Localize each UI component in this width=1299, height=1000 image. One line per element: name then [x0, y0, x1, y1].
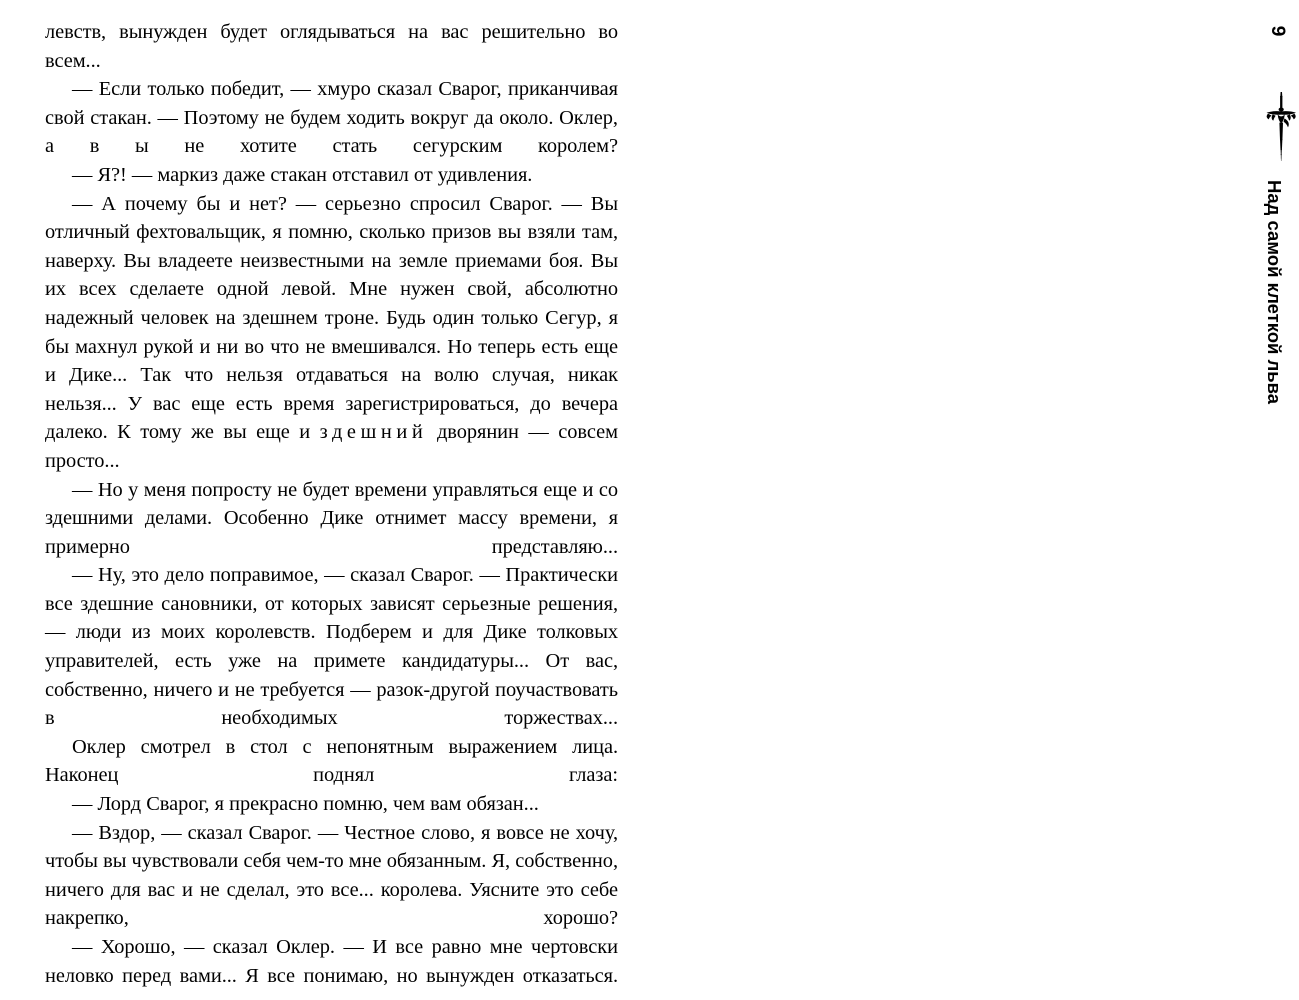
running-title — [1257, 180, 1291, 460]
sword-ornament — [1263, 92, 1299, 164]
paragraph-dialogue: — Лорд Сварог, я прекрасно помню, чем вам обязан... — [72, 793, 539, 816]
paragraph-dialogue: — Ну, это дело поправимое, — сказал Сварог. — Практически все здешние сановники, от которых зависят серьезные решения, — люди из моих королевств. Подберем и для Дике толковых управителей, есть уже на примете кандидатуры... От вас, собственно, ничего и не требуется — разок-другой поучаствовать в необходимых торжествах... — [45, 564, 618, 730]
paragraph-dialogue: — Но у меня попросту не будет времени управляться еще и со здешними делами. Особенно Дике отнимет массу времени, я примерно представляю... — [45, 478, 618, 558]
paragraph-text-after: дворянин — совсем просто... — [45, 421, 618, 472]
paragraph-continuation: левств, вынужден будет оглядываться на вас решительно во всем... — [45, 21, 618, 72]
page-number: 9 — [1267, 25, 1289, 37]
paragraph-text-before: — А почему бы и нет? — серьезно спросил Сварог. — Вы отличный фехтовальщик, я помню, сколько призов вы взяли там, наверху. Вы владеете неизвестными на земле приемами боя. Вы их всех сделаете одной левой. Мне нужен свой, абсолютно надежный человек на здешнем троне. Будь один только Сегур, я бы махнул рукой и ни во что не вмешивался. Но теперь есть еще и Дике... Так что нельзя отдаваться на волю случая, никак нельзя... У вас еще есть время зарегистрироваться, до вечера далеко. К тому же вы еще и — [45, 192, 618, 444]
paragraph-dialogue: — Я?! — маркиз даже стакан отставил от удивления. — [72, 163, 533, 186]
body-text-column — [45, 18, 618, 990]
margin-rail — [620, 0, 1289, 1000]
letterspaced-emphasis: здешний — [319, 421, 428, 444]
paragraph-narrative: Оклер смотрел в стол с непонятным выражением лица. Наконец поднял глаза: — [45, 735, 618, 787]
paragraph-dialogue: — Хорошо, — сказал Оклер. — И все равно мне чертовски неловко перед вами... Я все понимаю, но вынужден отказаться. — [45, 936, 618, 987]
paragraph-dialogue: — Вздор, — сказал Сварог. — Честное слово, я вовсе не хочу, чтобы вы чувствовали себя чем-то мне обязанным. Я, собственно, ничего для вас и не сделал, это все... королева. Уясните это себе накрепко, хорошо? — [45, 821, 618, 930]
paragraph-dialogue-with-emphasis — [45, 190, 618, 476]
paragraph-dialogue: — Если только победит, — хмуро сказал Сварог, приканчивая свой стакан. — Поэтому не будем ходить вокруг да около. Оклер, а в ы не хотите стать сегурским королем? — [45, 78, 618, 158]
running-title-text: Над самой клеткой льва — [1264, 180, 1285, 405]
